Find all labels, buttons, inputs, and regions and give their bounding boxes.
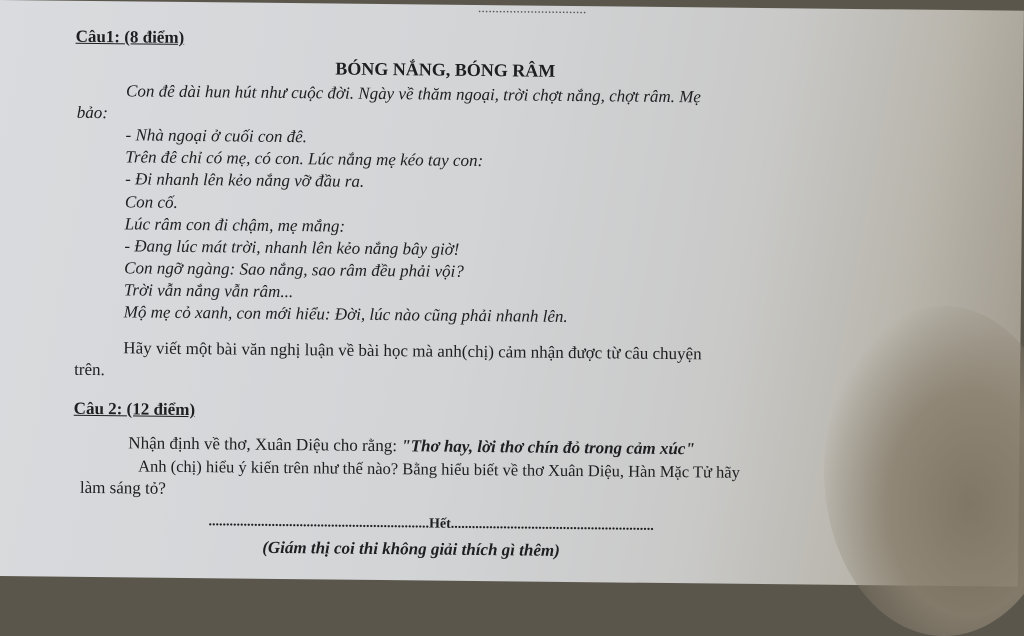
q2-line-2: Anh (chị) hiểu ý kiến trên như thế nào? Bằng hiểu biết về thơ Xuân Diệu, Hàn Mặc Tử hãy xyxy=(138,456,741,482)
story-line-6: Con cố. xyxy=(124,192,178,212)
story-line-10: Trời vẫn nắng vẫn râm... xyxy=(123,280,294,302)
story-line-2: bảo: xyxy=(76,102,109,123)
question-2-heading: Câu 2: (12 điểm) xyxy=(73,398,196,420)
story-line-5: - Đi nhanh lên kẻo nắng vỡ đầu ra. xyxy=(125,169,365,191)
q2-line-3: làm sáng tỏ? xyxy=(79,477,166,498)
story-line-11: Mộ mẹ cỏ xanh, con mới hiểu: Đời, lúc nào cũng phải nhanh lên. xyxy=(123,302,568,326)
story-line-8: - Đang lúc mát trời, nhanh lên kẻo nắng bây giờ! xyxy=(124,236,460,259)
story-line-9: Con ngỡ ngàng: Sao nắng, sao râm đều phải vội? xyxy=(124,258,464,281)
q2-intro: Nhận định về thơ, Xuân Diệu cho rằng: xyxy=(128,433,402,456)
end-line: ...............................................................Hết.......................................................... xyxy=(208,514,654,534)
q2-quote: "Thơ hay, lời thơ chín đỏ trong cảm xúc" xyxy=(401,436,695,459)
q1-prompt-line-1: Hãy viết một bài văn nghị luận về bài học mà anh(chị) cảm nhận được từ câu chuyện xyxy=(123,338,702,364)
story-title: BÓNG NẮNG, BÓNG RÂM xyxy=(335,58,556,81)
footer-note: (Giám thị coi thi không giải thích gì thêm) xyxy=(262,537,560,560)
story-line-7: Lúc râm con đi chậm, mẹ mắng: xyxy=(124,214,346,236)
question-1-heading: Câu1: (8 điểm) xyxy=(75,26,185,47)
story-line-3: - Nhà ngoại ở cuối con đê. xyxy=(125,125,308,147)
q2-line-1 xyxy=(128,433,695,459)
story-line-1: Con đê dài hun hút như cuộc đời. Ngày về thăm ngoại, trời chợt nắng, chợt râm. Mẹ xyxy=(125,81,701,107)
story-line-4: Trên đê chỉ có mẹ, có con. Lúc nắng mẹ kéo tay con: xyxy=(125,147,484,171)
q1-prompt-line-2: trên. xyxy=(74,359,105,380)
header-dots: ............................... xyxy=(477,1,587,18)
